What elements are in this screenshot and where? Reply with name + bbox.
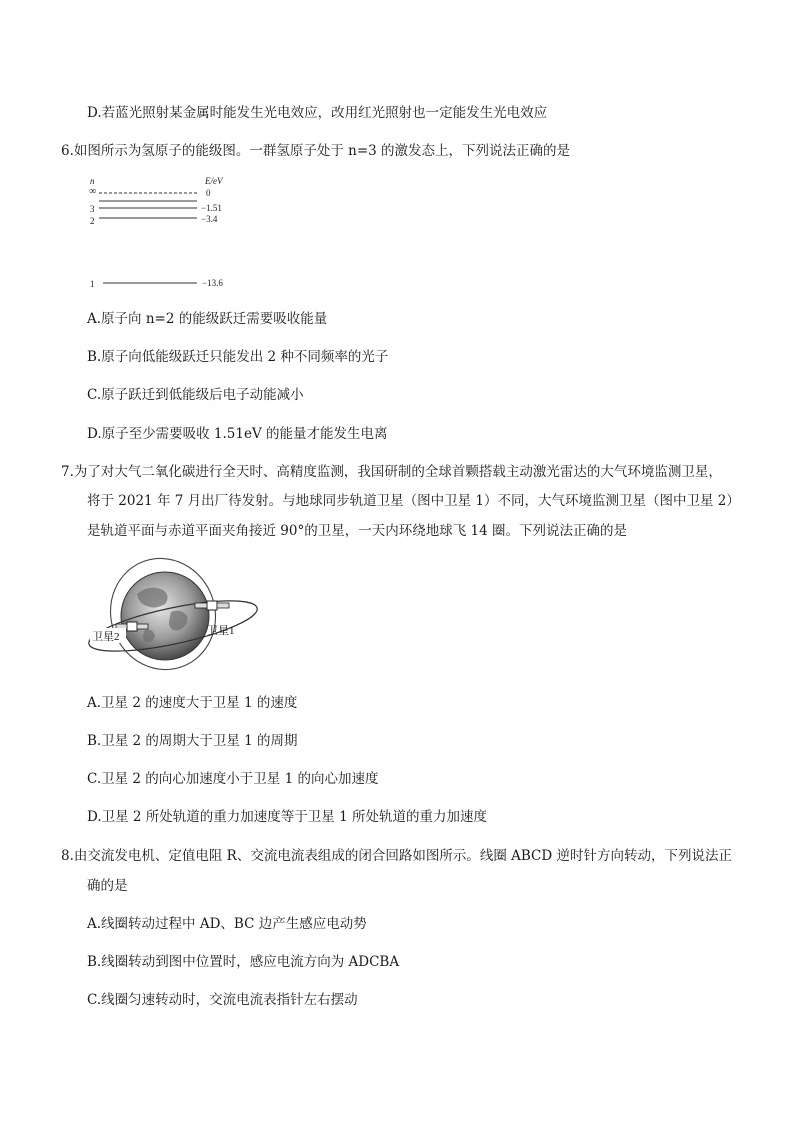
q7-stem-line-3: 是轨道平面与赤道平面夹角接近 90°的卫星，一天内环绕地球飞 14 圈。下列说法正确的是 bbox=[87, 523, 627, 539]
q7-stem-line-2: 将于 2021 年 7 月出厂待发射。与地球同步轨道卫星（图中卫星 1）不同，大气环境监测卫星（图中卫星 2） bbox=[87, 493, 740, 509]
q6-option-c: C.原子跃迁到低能级后电子动能减小 bbox=[87, 387, 304, 403]
q8-option-b: B.线圈转动到图中位置时，感应电流方向为 ADCBA bbox=[87, 954, 400, 970]
satellite-1-label: 卫星1 bbox=[207, 625, 235, 637]
q6-stem: 6.如图所示为氢原子的能级图。一群氢原子处于 n=3 的激发态上，下列说法正确的是 bbox=[61, 143, 571, 159]
q8-option-a: A.线圈转动过程中 AD、BC 边产生感应电动势 bbox=[87, 916, 367, 932]
q8-stem-line-2: 确的是 bbox=[87, 878, 128, 894]
level-2-energy: −3.4 bbox=[201, 214, 218, 224]
diagram-energy-axis-label: E/eV bbox=[205, 176, 223, 186]
level-inf-label: ∞ bbox=[89, 186, 97, 197]
q7-option-a: A.卫星 2 的速度大于卫星 1 的速度 bbox=[87, 695, 298, 711]
level-1-label: 1 bbox=[90, 279, 95, 289]
satellite-orbit-figure bbox=[85, 556, 260, 678]
level-3-label: 3 bbox=[90, 204, 95, 214]
q6-option-d: D.原子至少需要吸收 1.51eV 的能量才能发生电离 bbox=[87, 426, 388, 442]
level-3-energy: −1.51 bbox=[201, 203, 222, 213]
q8-option-c: C.线圈匀速转动时，交流电流表指针左右摆动 bbox=[87, 992, 358, 1008]
hydrogen-energy-level-diagram bbox=[85, 172, 245, 297]
q7-stem-line-1: 7.为了对大气二氧化碳进行全天时、高精度监测，我国研制的全球首颗搭载主动激光雷达的大气环境监测卫星， bbox=[61, 464, 722, 480]
satellite-2-label: 卫星2 bbox=[92, 631, 120, 643]
diagram-n-label: n bbox=[90, 176, 95, 186]
level-1-energy: −13.6 bbox=[202, 278, 223, 288]
q8-stem-line-1: 8.由交流发电机、定值电阻 R、交流电流表组成的闭合回路如图所示。线圈 ABCD 逆时针方向转动，下列说法正 bbox=[61, 848, 732, 864]
q7-option-d: D.卫星 2 所处轨道的重力加速度等于卫星 1 所处轨道的重力加速度 bbox=[87, 809, 487, 825]
q7-option-b: B.卫星 2 的周期大于卫星 1 的周期 bbox=[87, 733, 298, 749]
level-inf-energy: 0 bbox=[206, 188, 211, 198]
level-2-label: 2 bbox=[90, 216, 95, 226]
q5-option-d: D.若蓝光照射某金属时能发生光电效应，改用红光照射也一定能发生光电效应 bbox=[87, 105, 548, 121]
q6-option-a: A.原子向 n=2 的能级跃迁需要吸收能量 bbox=[87, 311, 328, 327]
q6-option-b: B.原子向低能级跃迁只能发出 2 种不同频率的光子 bbox=[87, 349, 389, 365]
q7-option-c: C.卫星 2 的向心加速度小于卫星 1 的向心加速度 bbox=[87, 771, 379, 787]
earth bbox=[121, 572, 209, 660]
